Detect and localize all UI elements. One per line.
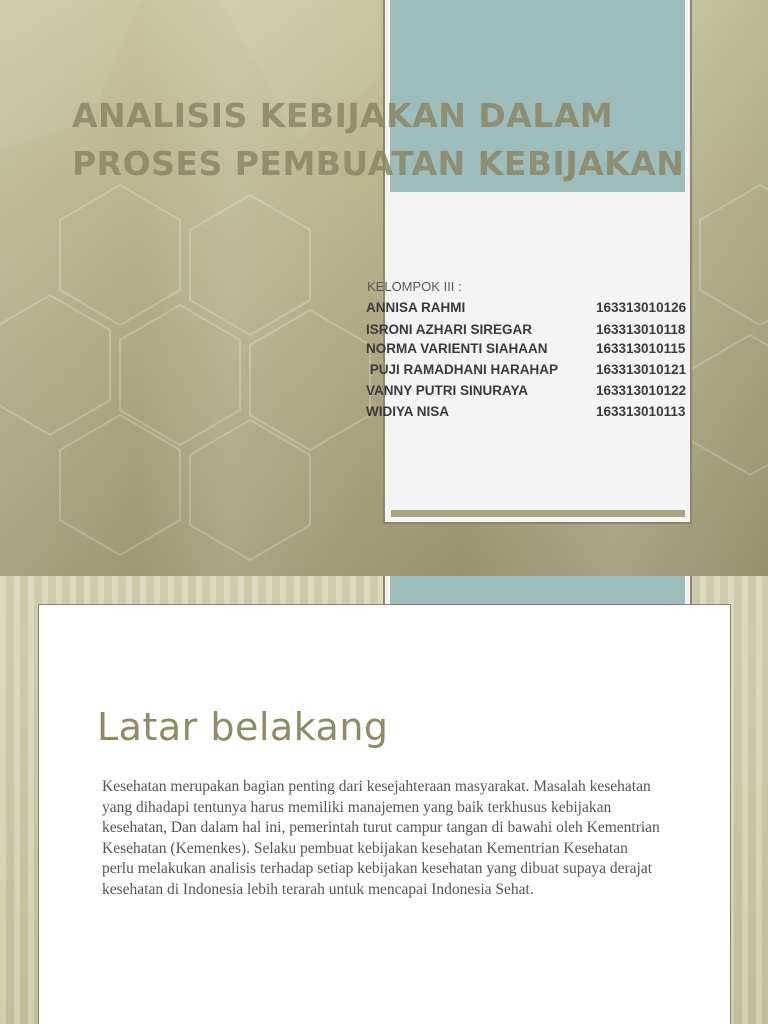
member-name: NORMA VARIENTI SIAHAAN: [366, 341, 548, 356]
member-name: ISRONI AZHARI SIREGAR: [366, 322, 533, 337]
member-nim: 163313010126: [596, 300, 687, 315]
list-item: [366, 300, 706, 318]
presentation-title: [72, 92, 692, 188]
member-nim: 163313010121: [596, 362, 687, 377]
title-card: [383, 0, 692, 524]
member-name: WIDIYA NISA: [366, 404, 450, 419]
title-line-2: PROSES PEMBUATAN KEBIJAKAN: [72, 144, 685, 183]
list-item: [366, 383, 706, 401]
member-nim: 163313010122: [596, 383, 687, 398]
section-body-text: Kesehatan merupakan bagian penting dari kesejahteraan masyarakat. Masalah kesehatan yang dihadapi tentunya harus memiliki manajemen yang baik terkhusus kebijakan kesehatan, Dan dalam hal ini, pemerintah turut campur tangan di bawahi oleh Kementrian Kesehatan (Kemenkes). Selaku pembuat kebijakan kesehatan Kementrian Kesehatan perlu melakukan analisis terhadap setiap kebijakan kesehatan yang dibuat supaya derajat kesehatan di Indonesia lebih terarah untuk mencapai Indonesia Sehat.: [102, 778, 660, 898]
section-heading: Latar belakang: [97, 705, 389, 749]
member-nim: 163313010118: [596, 322, 686, 337]
content-card: [38, 604, 731, 1024]
list-item: [366, 322, 706, 340]
member-name: PUJI RAMADHANI HARAHAP: [366, 362, 559, 377]
list-item: [366, 341, 706, 359]
member-name: ANNISA RAHMI: [366, 300, 466, 315]
group-label: KELOMPOK III :: [367, 279, 462, 294]
list-item: [366, 362, 706, 380]
member-name: VANNY PUTRI SINURAYA: [366, 383, 529, 398]
member-nim: 163313010115: [596, 341, 686, 356]
list-item: [366, 404, 706, 422]
member-nim: 163313010113: [596, 404, 686, 419]
title-line-1: ANALISIS KEBIJAKAN DALAM: [72, 96, 614, 135]
card-bottom-bar: [391, 510, 685, 517]
content-slide: [0, 576, 768, 1024]
